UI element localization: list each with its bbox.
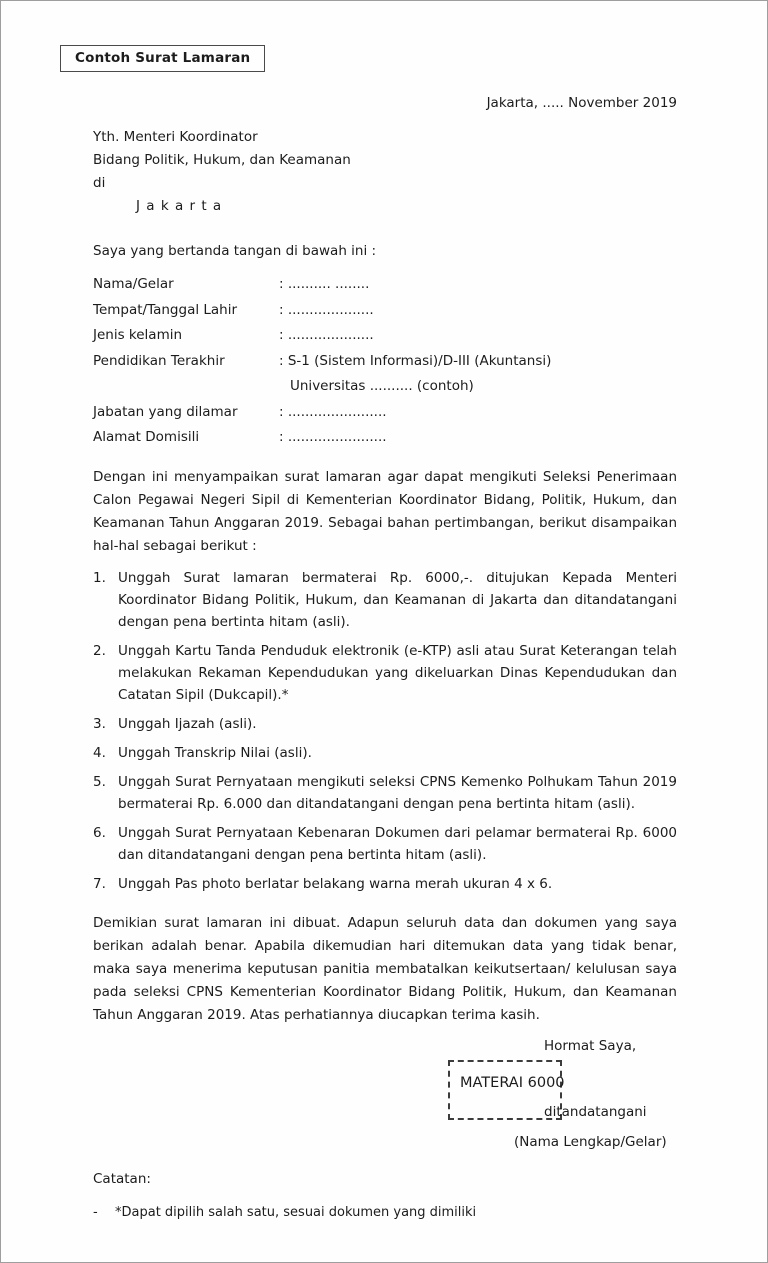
field-value: : .................... [279, 327, 374, 343]
requirements-list [93, 567, 677, 895]
form-row [93, 298, 677, 324]
requirement-item: Unggah Ijazah (asli). [118, 715, 257, 732]
field-label: Jenis kelamin [93, 327, 183, 343]
field-label: Alamat Domisili [93, 429, 200, 445]
personal-data-form [93, 272, 677, 451]
recipient-line: Bidang Politik, Hukum, dan Keamanan [93, 152, 351, 168]
opening-line: Saya yang bertanda tangan di bawah ini : [93, 243, 377, 259]
form-row [93, 272, 677, 298]
field-value: : ....................... [279, 403, 387, 420]
recipient-line: Yth. Menteri Koordinator [93, 129, 258, 145]
requirement-item: Unggah Transkrip Nilai (asli). [118, 744, 312, 761]
field-value: : S-1 (Sistem Informasi)/D-III (Akuntansi) [279, 352, 552, 369]
form-row [93, 425, 677, 451]
notes-heading: Catatan: [93, 1170, 151, 1187]
requirement-item: Unggah Surat Pernyataan mengikuti seleksi CPNS Kemenko Polhukam Tahun 2019 bermaterai Rp. 6.000 dan ditandatangani dengan pena bertinta hitam (asli). [118, 773, 677, 812]
recipient-line: di [93, 175, 106, 191]
closing-paragraph: Demikian surat lamaran ini dibuat. Adapun seluruh data dan dokumen yang saya berikan adalah benar. Apabila dikemudian hari ditemukan data yang tidak benar, maka saya menerima keputusan panitia membatalkan keikutsertaan/ kelulusan saya pada seleksi CPNS Kementerian Koordinator Bidang Politik, Hukum, dan Keamanan Tahun Anggaran 2019. Atas perhatiannya diucapkan terima kasih. [93, 914, 677, 1023]
field-value: : ....................... [279, 429, 387, 445]
form-row [93, 400, 677, 426]
sign-instruction: ditandatangani [544, 1103, 647, 1120]
note-dash: - [93, 1204, 98, 1220]
requirement-item: Unggah Pas photo berlatar belakang warna merah ukuran 4 x 6. [118, 875, 553, 892]
form-row [93, 349, 677, 375]
signature-name-placeholder: (Nama Lengkap/Gelar) [514, 1133, 667, 1150]
field-value: : .......... ........ [279, 276, 370, 292]
field-value: : .................... [279, 301, 374, 318]
requirement-item: Unggah Kartu Tanda Penduduk elektronik (e-KTP) asli atau Surat Keterangan telah melakukan Rekaman Kependudukan yang dikeluarkan Dinas Kependudukan dan Catatan Sipil (Dukcapil).* [118, 642, 677, 703]
date-line: Jakarta, ..... November 2019 [486, 95, 677, 111]
document-tag-box [60, 45, 265, 72]
letter-body [1, 92, 767, 1027]
note-text: *Dapat dipilih salah satu, sesuai dokumen yang dimiliki [115, 1204, 477, 1220]
requirement-item: Unggah Surat Pernyataan Kebenaran Dokumen dari pelamar bermaterai Rp. 6000 dan ditandatangani dengan pena bertinta hitam (asli). [118, 824, 677, 863]
field-label: Jabatan yang dilamar [93, 403, 238, 420]
recipient-city: J a k a r t a [136, 198, 223, 214]
intro-paragraph: Dengan ini menyampaikan surat lamaran agar dapat mengikuti Seleksi Penerimaan Calon Pegawai Negeri Sipil di Kementerian Koordinator Bidang, Politik, Hukum, dan Keamanan Tahun Anggaran 2019. Sebagai bahan pertimbangan, berikut disampaikan hal-hal sebagai berikut : [93, 468, 677, 554]
note-item [93, 1202, 677, 1224]
field-label: Tempat/Tanggal Lahir [93, 301, 238, 318]
notes-section [1, 1168, 767, 1224]
salutation: Hormat Saya, [544, 1037, 637, 1054]
field-label: Pendidikan Terakhir [93, 352, 225, 369]
requirement-item: Unggah Surat lamaran bermaterai Rp. 6000,-. ditujukan Kepada Menteri Koordinator Bidang Politik, Hukum, dan Keamanan di Jakarta dan ditandatangani dengan pena bertinta hitam (asli). [118, 569, 677, 630]
recipient-block [93, 126, 677, 218]
form-row [93, 323, 677, 349]
signature-block [1, 1034, 767, 1160]
stamp-label: MATERAI 6000 [460, 1074, 565, 1091]
field-label: Nama/Gelar [93, 276, 174, 292]
document-tag-label: Contoh Surat Lamaran [75, 50, 251, 66]
field-value-continuation: Universitas .......... (contoh) [290, 378, 474, 394]
